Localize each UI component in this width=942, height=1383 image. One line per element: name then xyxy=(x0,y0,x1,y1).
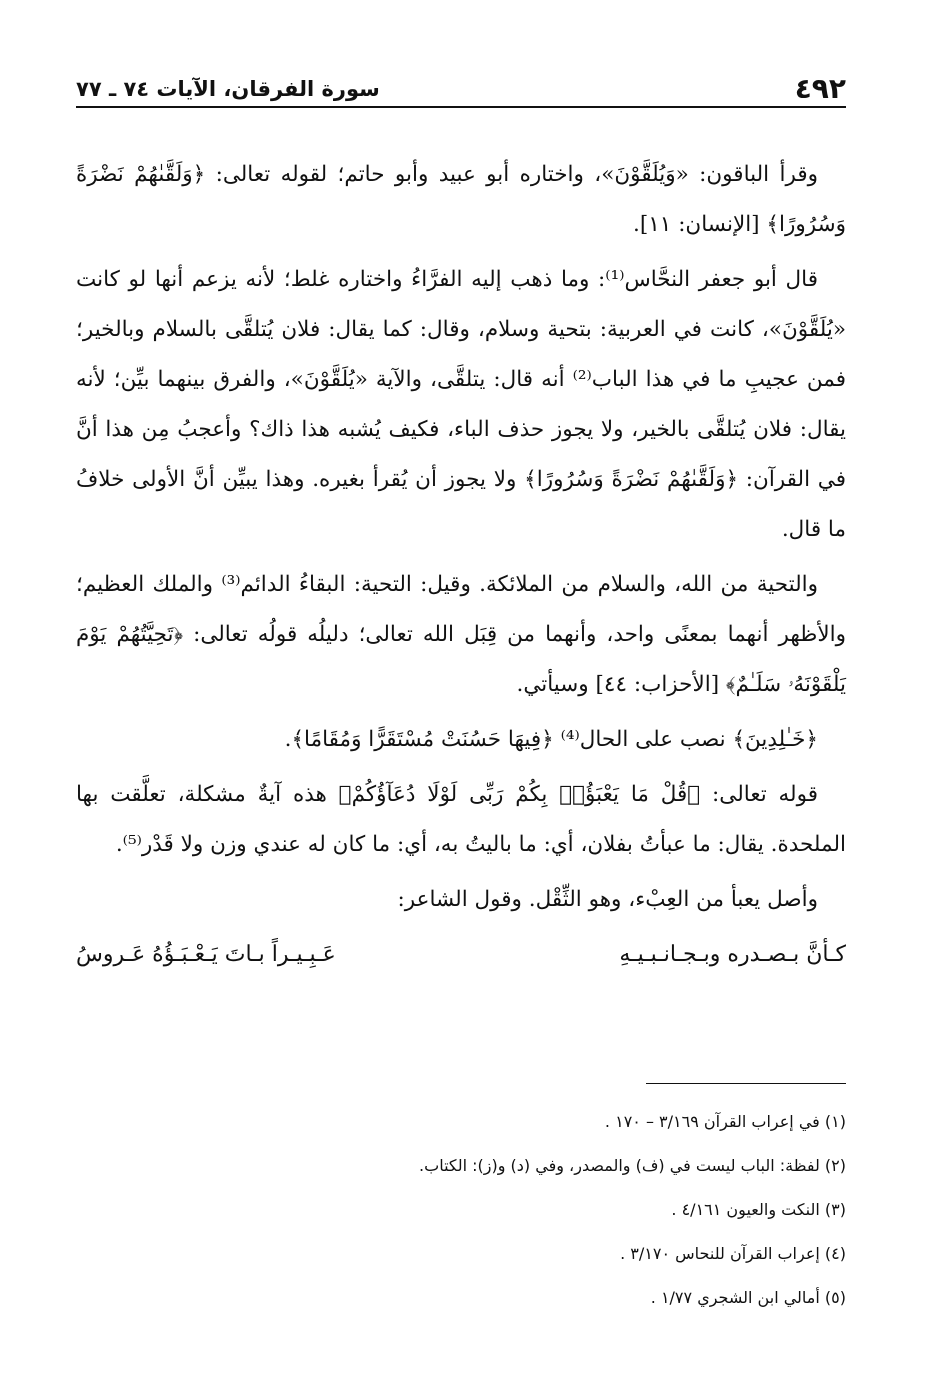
paragraph-4: ﴿خَـٰلِدِينَ﴾ نصب على الحال⁽⁴⁾ ﴿فِيهَا حَسُنَتْ مُسْتَقَرًّا وَمُقَامًا﴾. xyxy=(284,727,818,752)
paragraph-5: قوله تعالى: ﴿قُلْ مَا يَعْبَؤُا۟ بِكُمْ رَبِّى لَوْلَا دُعَآؤُكُمْ﴾ هذه آيةٌ مشكلة، تعلَّقت بها الملحدة. يقال: ما عبأتُ بفلان، أي: ما باليتُ به، أي: ما كان له عندي وزن ولا قَدْر⁽⁵⁾. xyxy=(76,782,846,857)
footnote-1: (١) في إعراب القرآن ٣/١٦٩ – ١٧٠ . xyxy=(604,1112,846,1131)
paragraph-1: وقرأ الباقون: «وَيُلَقَّوْنَ»، واختاره أبو عبيد وأبو حاتم؛ لقوله تعالى: ﴿وَلَقَّىٰهُمْ نَضْرَةً وَسُرُورًا﴾ [الإنسان: ١١]. xyxy=(76,162,846,237)
main-text xyxy=(76,150,846,980)
footnote-2: (٢) لفظة: الباب ليست في (ف) والمصدر، وفي (د) و(ز): الكتاب. xyxy=(419,1156,846,1175)
page-number: ٤٩٢ xyxy=(794,72,846,105)
header-rule xyxy=(76,106,846,108)
footnote-4: (٤) إعراب القرآن للنحاس ٣/١٧٠ . xyxy=(620,1244,846,1263)
footnote-3: (٣) النكت والعيون ٤/١٦١ . xyxy=(671,1200,846,1219)
verse-second-hemistich: عَـبِـيـراً بـاتَ يَـعْـبَـؤُهُ عَـروسُ xyxy=(76,942,336,967)
poetry-verse xyxy=(76,930,846,980)
verse-first-hemistich: كـأنَّ بـصـدره وبـجـانـبـيـهِ xyxy=(619,942,846,967)
footnote-5: (٥) أمالي ابن الشجري ١/٧٧ . xyxy=(650,1288,846,1307)
paragraph-6: وأصل يعبأ من العِبْء، وهو الثِّقْل. وقول الشاعر: xyxy=(397,887,818,912)
paragraph-2: قال أبو جعفر النحَّاس⁽¹⁾: وما ذهب إليه الفرَّاءُ واختاره غلط؛ لأنه يزعم أنها لو كانت «يُلَقَّوْنَ»، كانت في العربية: بتحية وسلام، وقال: كما يقال: فلان يُتلقَّى بالسلام وبالخير؛ فمن عجيبِ ما في هذا الباب⁽²⁾ أنه قال: يتلقَّى، والآية «يُلَقَّوْنَ»، والفرق بينهما بيِّن؛ لأنه يقال: فلان يُتلقَّى بالخير، ولا يجوز حذف الباء، فكيف يُشبه هذا ذاك؟ وأعجبُ مِن هذا أنَّ في القرآن: ﴿وَلَقَّىٰهُمْ نَضْرَةً وَسُرُورًا﴾ ولا يجوز أن يُقرأ بغيره. وهذا يبيِّن أنَّ الأولى خلافُ ما قال. xyxy=(76,267,846,542)
footnotes xyxy=(76,1100,846,1320)
page-header xyxy=(76,64,846,104)
running-title: سورة الفرقان، الآيات ٧٤ ـ ٧٧ xyxy=(76,77,380,101)
paragraph-3: والتحية من الله، والسلام من الملائكة. وقيل: التحية: البقاءُ الدائم⁽³⁾ والملك العظيم؛ والأظهر أنهما بمعنًى واحد، وأنهما من قِبَل الله تعالى؛ دليلُه قولُه تعالى: ﴿تَحِيَّتُهُمْ يَوْمَ يَلْقَوْنَهُۥ سَلَـٰمٌ﴾ [الأحزاب: ٤٤] وسيأتي. xyxy=(76,572,846,697)
footnote-separator xyxy=(646,1083,846,1084)
